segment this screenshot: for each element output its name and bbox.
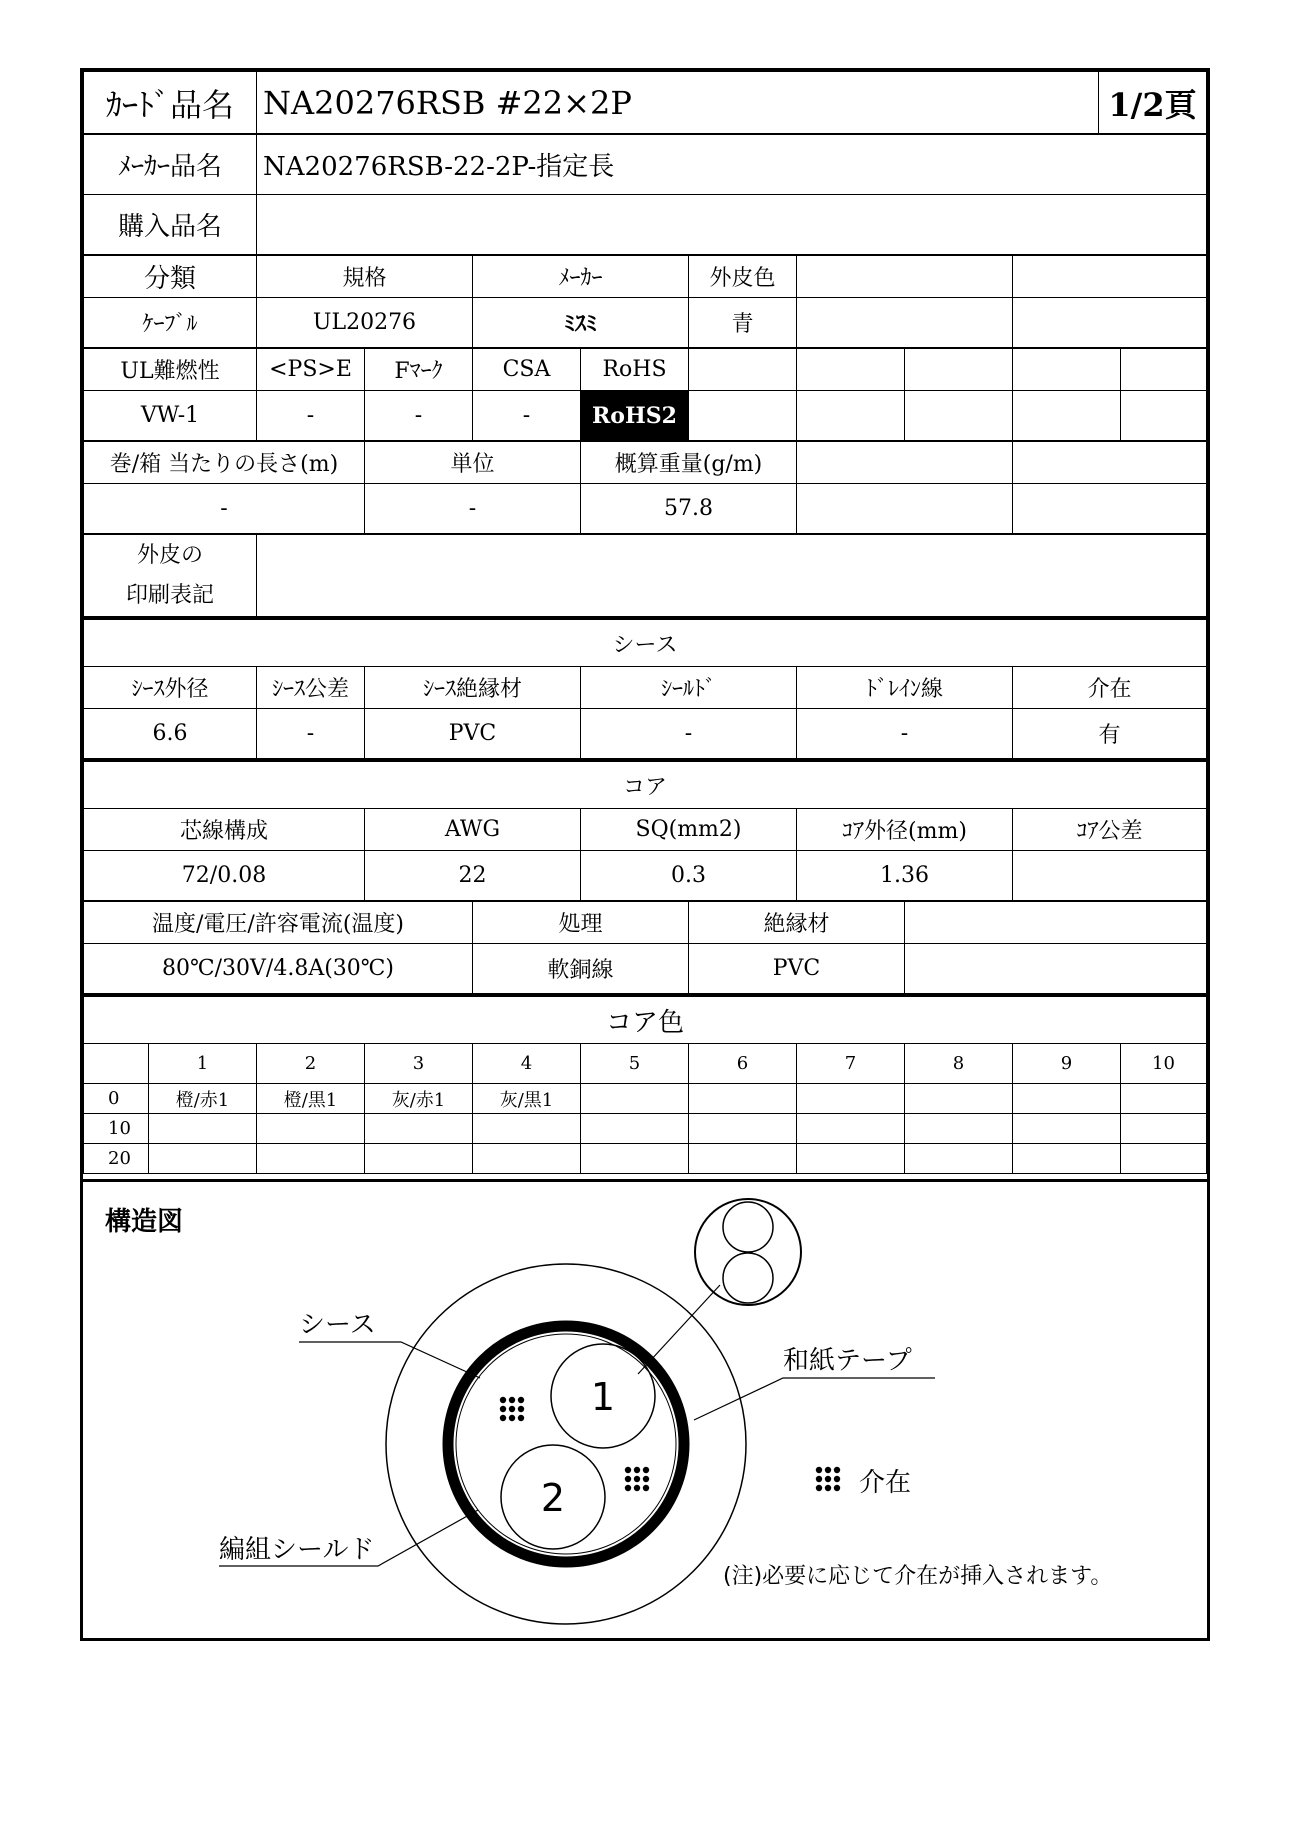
leader-line: [694, 1378, 935, 1420]
empty-cell: [689, 349, 797, 391]
col-header: 9: [1013, 1044, 1121, 1084]
rohs-value: RoHS2: [581, 391, 689, 441]
empty-cell: [1013, 442, 1207, 484]
braid-shield-icon: [448, 1326, 684, 1562]
core-color-cell: [905, 1114, 1013, 1144]
cable-cross-section: [83, 1182, 1207, 1641]
classification-table: [83, 255, 1207, 348]
row-label: 0: [84, 1084, 149, 1114]
empty-cell: [689, 391, 797, 441]
core-color-cell: [1121, 1114, 1207, 1144]
braid-callout: 編組シールド: [219, 1535, 375, 1565]
core-color-cell: [473, 1114, 581, 1144]
core-color-table: [83, 994, 1207, 1174]
sheath-title: シース: [84, 619, 1207, 667]
card-name-label: ｶｰﾄﾞ品名: [84, 72, 257, 134]
empty-cell: [905, 349, 1013, 391]
shield-header: ｼｰﾙﾄﾞ: [581, 667, 797, 709]
bunrui-value: ｹｰﾌﾞﾙ: [84, 298, 257, 348]
awg-value: 22: [365, 851, 581, 901]
shield-value: -: [581, 709, 797, 759]
core-color-cell: [905, 1084, 1013, 1114]
core-color-cell: [689, 1084, 797, 1114]
rating-value: 80℃/30V/4.8A(30℃): [84, 944, 473, 994]
filler-legend-icon: [816, 1467, 840, 1491]
sheath-table: [83, 617, 1207, 759]
empty-cell: [1013, 391, 1121, 441]
core-color-cell: [365, 1144, 473, 1174]
diagram-title: 構造図: [105, 1207, 184, 1237]
empty-cell: [905, 944, 1207, 994]
magnified-strand-icon: [723, 1202, 773, 1252]
core-color-cell: [905, 1144, 1013, 1174]
core-color-cell: [365, 1114, 473, 1144]
core-color-cell: [149, 1114, 257, 1144]
ul-table: [83, 348, 1207, 441]
core-color-cell: [581, 1114, 689, 1144]
jacket-color-value: 青: [689, 298, 797, 348]
sheath-callout: シース: [299, 1310, 376, 1340]
length-value: -: [84, 484, 365, 534]
purchase-name-label: 購入品名: [84, 195, 257, 255]
col-header: 3: [365, 1044, 473, 1084]
empty-cell: [797, 442, 1013, 484]
unit-header: 単位: [365, 442, 581, 484]
page-number: 1/2頁: [1099, 72, 1207, 134]
spec-sheet: [80, 68, 1210, 1641]
csa-value: -: [473, 391, 581, 441]
paper-tape-callout: 和紙テープ: [783, 1346, 912, 1376]
treatment-value: 軟銅線: [473, 944, 689, 994]
sq-header: SQ(mm2): [581, 809, 797, 851]
row-label: 20: [84, 1144, 149, 1174]
core-rating-table: [83, 901, 1207, 994]
core-color-cell: [797, 1114, 905, 1144]
print-label-line1: 外皮の: [136, 542, 203, 568]
csa-header: CSA: [473, 349, 581, 391]
empty-cell: [1121, 391, 1207, 441]
row-label: 10: [84, 1114, 149, 1144]
empty-cell: [1121, 349, 1207, 391]
core-color-cell: [1013, 1144, 1121, 1174]
inner-ring-icon: [456, 1334, 676, 1554]
sheath-material-value: PVC: [365, 709, 581, 759]
col-header: 6: [689, 1044, 797, 1084]
core-color-cell: [797, 1144, 905, 1174]
diagram-note: (注)必要に応じて介在が挿入されます。: [723, 1564, 1113, 1589]
paper-tape-icon: [386, 1264, 746, 1624]
ul-flame-value: VW-1: [84, 391, 257, 441]
core-color-cell: [1121, 1084, 1207, 1114]
filler-value: 有: [1013, 709, 1207, 759]
empty-cell: [797, 349, 905, 391]
core-tol-value: [1013, 851, 1207, 901]
f-mark-value: -: [365, 391, 473, 441]
card-name-value: NA20276RSB #22×2P: [257, 72, 1099, 134]
empty-cell: [797, 484, 1013, 534]
awg-header: AWG: [365, 809, 581, 851]
maker-table: [83, 134, 1207, 255]
core-color-cell: [581, 1144, 689, 1174]
col-header: 7: [797, 1044, 905, 1084]
core-1-label: 1: [590, 1375, 616, 1419]
structure-diagram: [83, 1179, 1207, 1638]
core-color-cell: [689, 1114, 797, 1144]
insulation-value: PVC: [689, 944, 905, 994]
filler-icon: [625, 1467, 649, 1491]
length-header: 巻/箱 当たりの長さ(m): [84, 442, 365, 484]
core-color-title: コア色: [84, 996, 1207, 1044]
filler-legend-label: 介在: [859, 1468, 912, 1498]
core-color-cell: 橙/黒1: [257, 1084, 365, 1114]
print-table: [83, 534, 1207, 617]
ul-flame-header: UL難燃性: [84, 349, 257, 391]
sheath-od-value: 6.6: [84, 709, 257, 759]
drain-value: -: [797, 709, 1013, 759]
core-table: [83, 759, 1207, 901]
strand-header: 芯線構成: [84, 809, 365, 851]
core-color-cell: 灰/赤1: [365, 1084, 473, 1114]
core-color-cell: [581, 1084, 689, 1114]
sheath-material-header: ｼｰｽ絶縁材: [365, 667, 581, 709]
core-od-header: ｺｱ外径(mm): [797, 809, 1013, 851]
sq-value: 0.3: [581, 851, 797, 901]
maker-name-label: ﾒｰｶｰ品名: [84, 135, 257, 195]
pse-value: -: [257, 391, 365, 441]
filler-icon: [500, 1397, 524, 1421]
empty-cell: [1013, 256, 1207, 298]
weight-header: 概算重量(g/m): [581, 442, 797, 484]
leader-line: [299, 1342, 480, 1378]
print-marking-label: [84, 535, 257, 617]
core-color-cell: [1121, 1144, 1207, 1174]
empty-cell: [1013, 484, 1207, 534]
filler-header: 介在: [1013, 667, 1207, 709]
header-table: [83, 71, 1207, 134]
maker-name-value: NA20276RSB-22-2P-指定長: [257, 135, 1207, 195]
core-color-cell: [689, 1144, 797, 1174]
core-color-cell: [257, 1114, 365, 1144]
core-color-cell: [797, 1084, 905, 1114]
empty-cell: [797, 256, 1013, 298]
print-label-line2: 印刷表記: [125, 582, 214, 608]
col-header: 4: [473, 1044, 581, 1084]
col-header: 5: [581, 1044, 689, 1084]
core-title: コア: [84, 761, 1207, 809]
empty-cell: [1013, 298, 1207, 348]
empty-cell: [905, 902, 1207, 944]
rating-header: 温度/電圧/許容電流(温度): [84, 902, 473, 944]
core-color-cell: [1013, 1084, 1121, 1114]
treatment-header: 処理: [473, 902, 689, 944]
col-header: 2: [257, 1044, 365, 1084]
maker-header: ﾒｰｶｰ: [473, 256, 689, 298]
f-mark-header: Fﾏｰｸ: [365, 349, 473, 391]
empty-cell: [797, 298, 1013, 348]
insulation-header: 絶縁材: [689, 902, 905, 944]
core-color-cell: [149, 1144, 257, 1174]
kikaku-value: UL20276: [257, 298, 473, 348]
pse-header: <PS>E: [257, 349, 365, 391]
sheath-od-header: ｼｰｽ外径: [84, 667, 257, 709]
jacket-color-header: 外皮色: [689, 256, 797, 298]
core-tol-header: ｺｱ公差: [1013, 809, 1207, 851]
core-color-cell: [473, 1144, 581, 1174]
col-header: 1: [149, 1044, 257, 1084]
sheath-tol-header: ｼｰｽ公差: [257, 667, 365, 709]
core-color-cell: 橙/赤1: [149, 1084, 257, 1114]
kikaku-header: 規格: [257, 256, 473, 298]
length-table: [83, 441, 1207, 534]
core-color-cell: 灰/黒1: [473, 1084, 581, 1114]
unit-value: -: [365, 484, 581, 534]
strand-value: 72/0.08: [84, 851, 365, 901]
empty-cell: [905, 391, 1013, 441]
magnified-strand-icon: [723, 1253, 773, 1303]
core-color-cell: [1013, 1114, 1121, 1144]
purchase-name-value: [257, 195, 1207, 255]
col-header: 8: [905, 1044, 1013, 1084]
core-2-label: 2: [540, 1476, 566, 1520]
maker-value: ﾐｽﾐ: [473, 298, 689, 348]
weight-value: 57.8: [581, 484, 797, 534]
empty-cell: [1013, 349, 1121, 391]
core-od-value: 1.36: [797, 851, 1013, 901]
drain-header: ﾄﾞﾚｲﾝ線: [797, 667, 1013, 709]
col-header: 10: [1121, 1044, 1207, 1084]
core-color-cell: [257, 1144, 365, 1174]
rohs-header: RoHS: [581, 349, 689, 391]
empty-cell: [797, 391, 905, 441]
bunrui-header: 分類: [84, 256, 257, 298]
sheath-tol-value: -: [257, 709, 365, 759]
corner-cell: [84, 1044, 149, 1084]
print-marking-value: [257, 535, 1207, 617]
